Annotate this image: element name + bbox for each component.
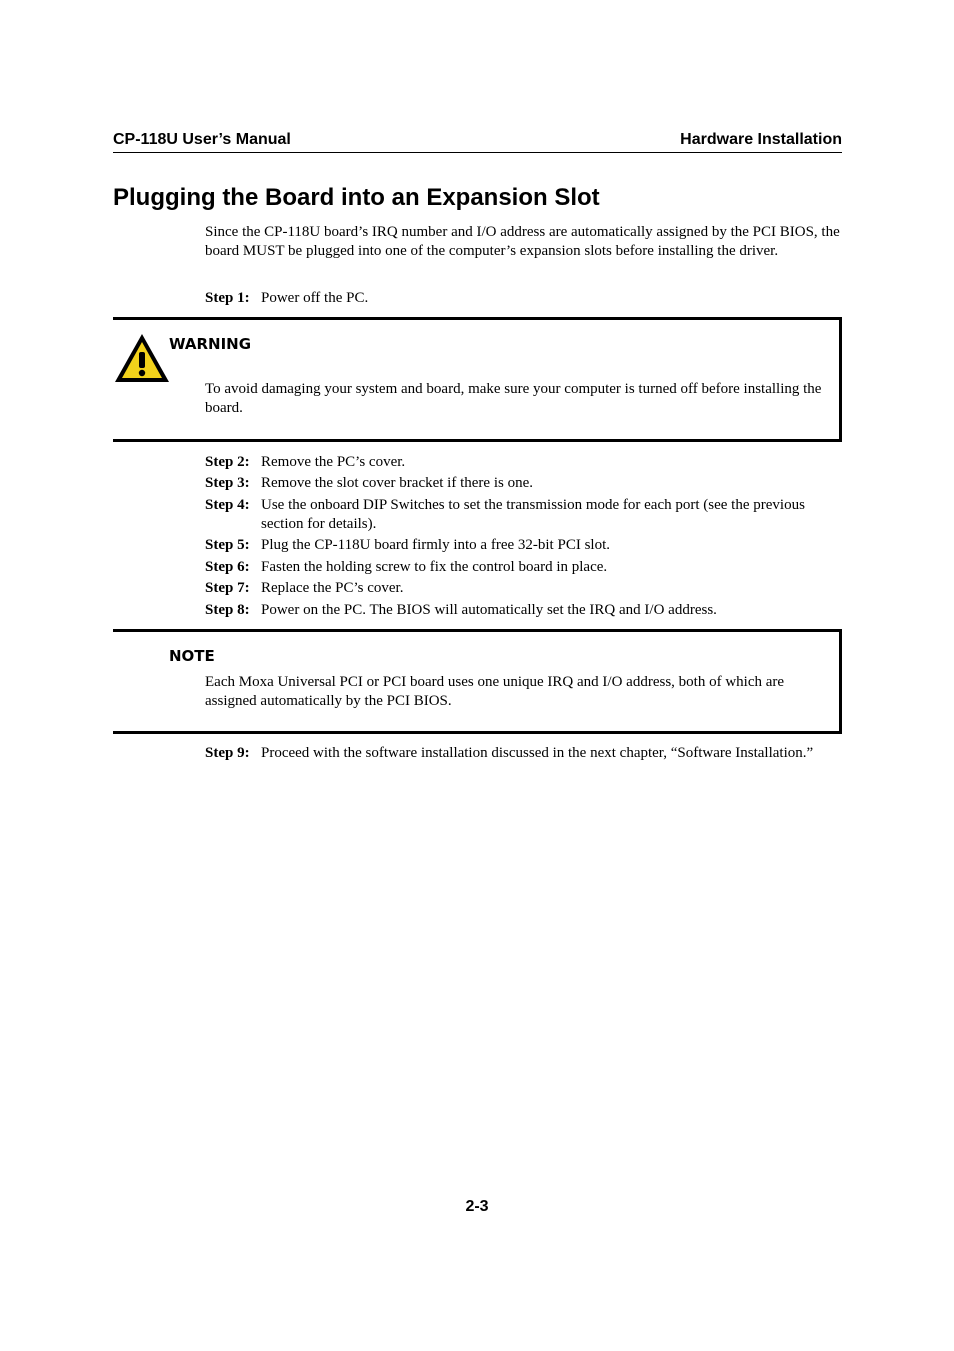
step-text: Use the onboard DIP Switches to set the transmission mode for each port (see the previous section for details). — [261, 497, 805, 532]
step-4 — [205, 496, 825, 534]
step-text: Fasten the holding screw to fix the control board in place. — [261, 559, 608, 575]
step-text: Remove the slot cover bracket if there is one. — [261, 475, 533, 491]
step-text: Power on the PC. The BIOS will automatically set the IRQ and I/O address. — [261, 602, 717, 618]
step-label: Step 2: — [205, 454, 250, 470]
step-5 — [205, 536, 825, 555]
note-title: NOTE — [169, 647, 215, 665]
step-7 — [205, 579, 825, 598]
warning-text: To avoid damaging your system and board, make sure your computer is turned off before installing the board. — [205, 381, 822, 416]
step-6 — [205, 558, 825, 577]
step-label: Step 7: — [205, 580, 250, 596]
step-text: Power off the PC. — [261, 290, 369, 306]
intro-paragraph: Since the CP-118U board’s IRQ number and I/O address are automatically assigned by the PCI BIOS, the board MUST be plugged into one of the computer’s expansion slots before installing the driver. — [205, 224, 840, 259]
step-text: Plug the CP-118U board firmly into a free 32-bit PCI slot. — [261, 537, 610, 553]
page-number: 2-3 — [465, 1198, 489, 1215]
step-2 — [205, 453, 825, 472]
step-text: Replace the PC’s cover. — [261, 580, 404, 596]
step-label: Step 9: — [205, 745, 250, 761]
step-9 — [205, 744, 825, 763]
step-8 — [205, 601, 825, 620]
note-box — [113, 629, 842, 734]
warning-box — [113, 317, 842, 442]
section-title: Plugging the Board into an Expansion Slot — [113, 184, 600, 211]
step-label: Step 8: — [205, 602, 250, 618]
step-label: Step 6: — [205, 559, 250, 575]
manual-title: CP-118U User’s Manual — [113, 131, 291, 148]
step-label: Step 3: — [205, 475, 250, 491]
step-label: Step 4: — [205, 497, 250, 513]
step-text: Proceed with the software installation discussed in the next chapter, “Software Installation.” — [261, 745, 814, 761]
step-text: Remove the PC’s cover. — [261, 454, 406, 470]
step-label: Step 1: — [205, 290, 250, 306]
page-header — [113, 129, 842, 153]
chapter-title: Hardware Installation — [680, 131, 842, 148]
step-3 — [205, 474, 825, 493]
note-text: Each Moxa Universal PCI or PCI board uses one unique IRQ and I/O address, both of which are assigned automatically by the PCI BIOS. — [205, 674, 785, 709]
step-1 — [205, 289, 825, 308]
step-label: Step 5: — [205, 537, 250, 553]
warning-triangle-icon — [113, 332, 171, 384]
warning-title: WARNING — [169, 335, 252, 353]
